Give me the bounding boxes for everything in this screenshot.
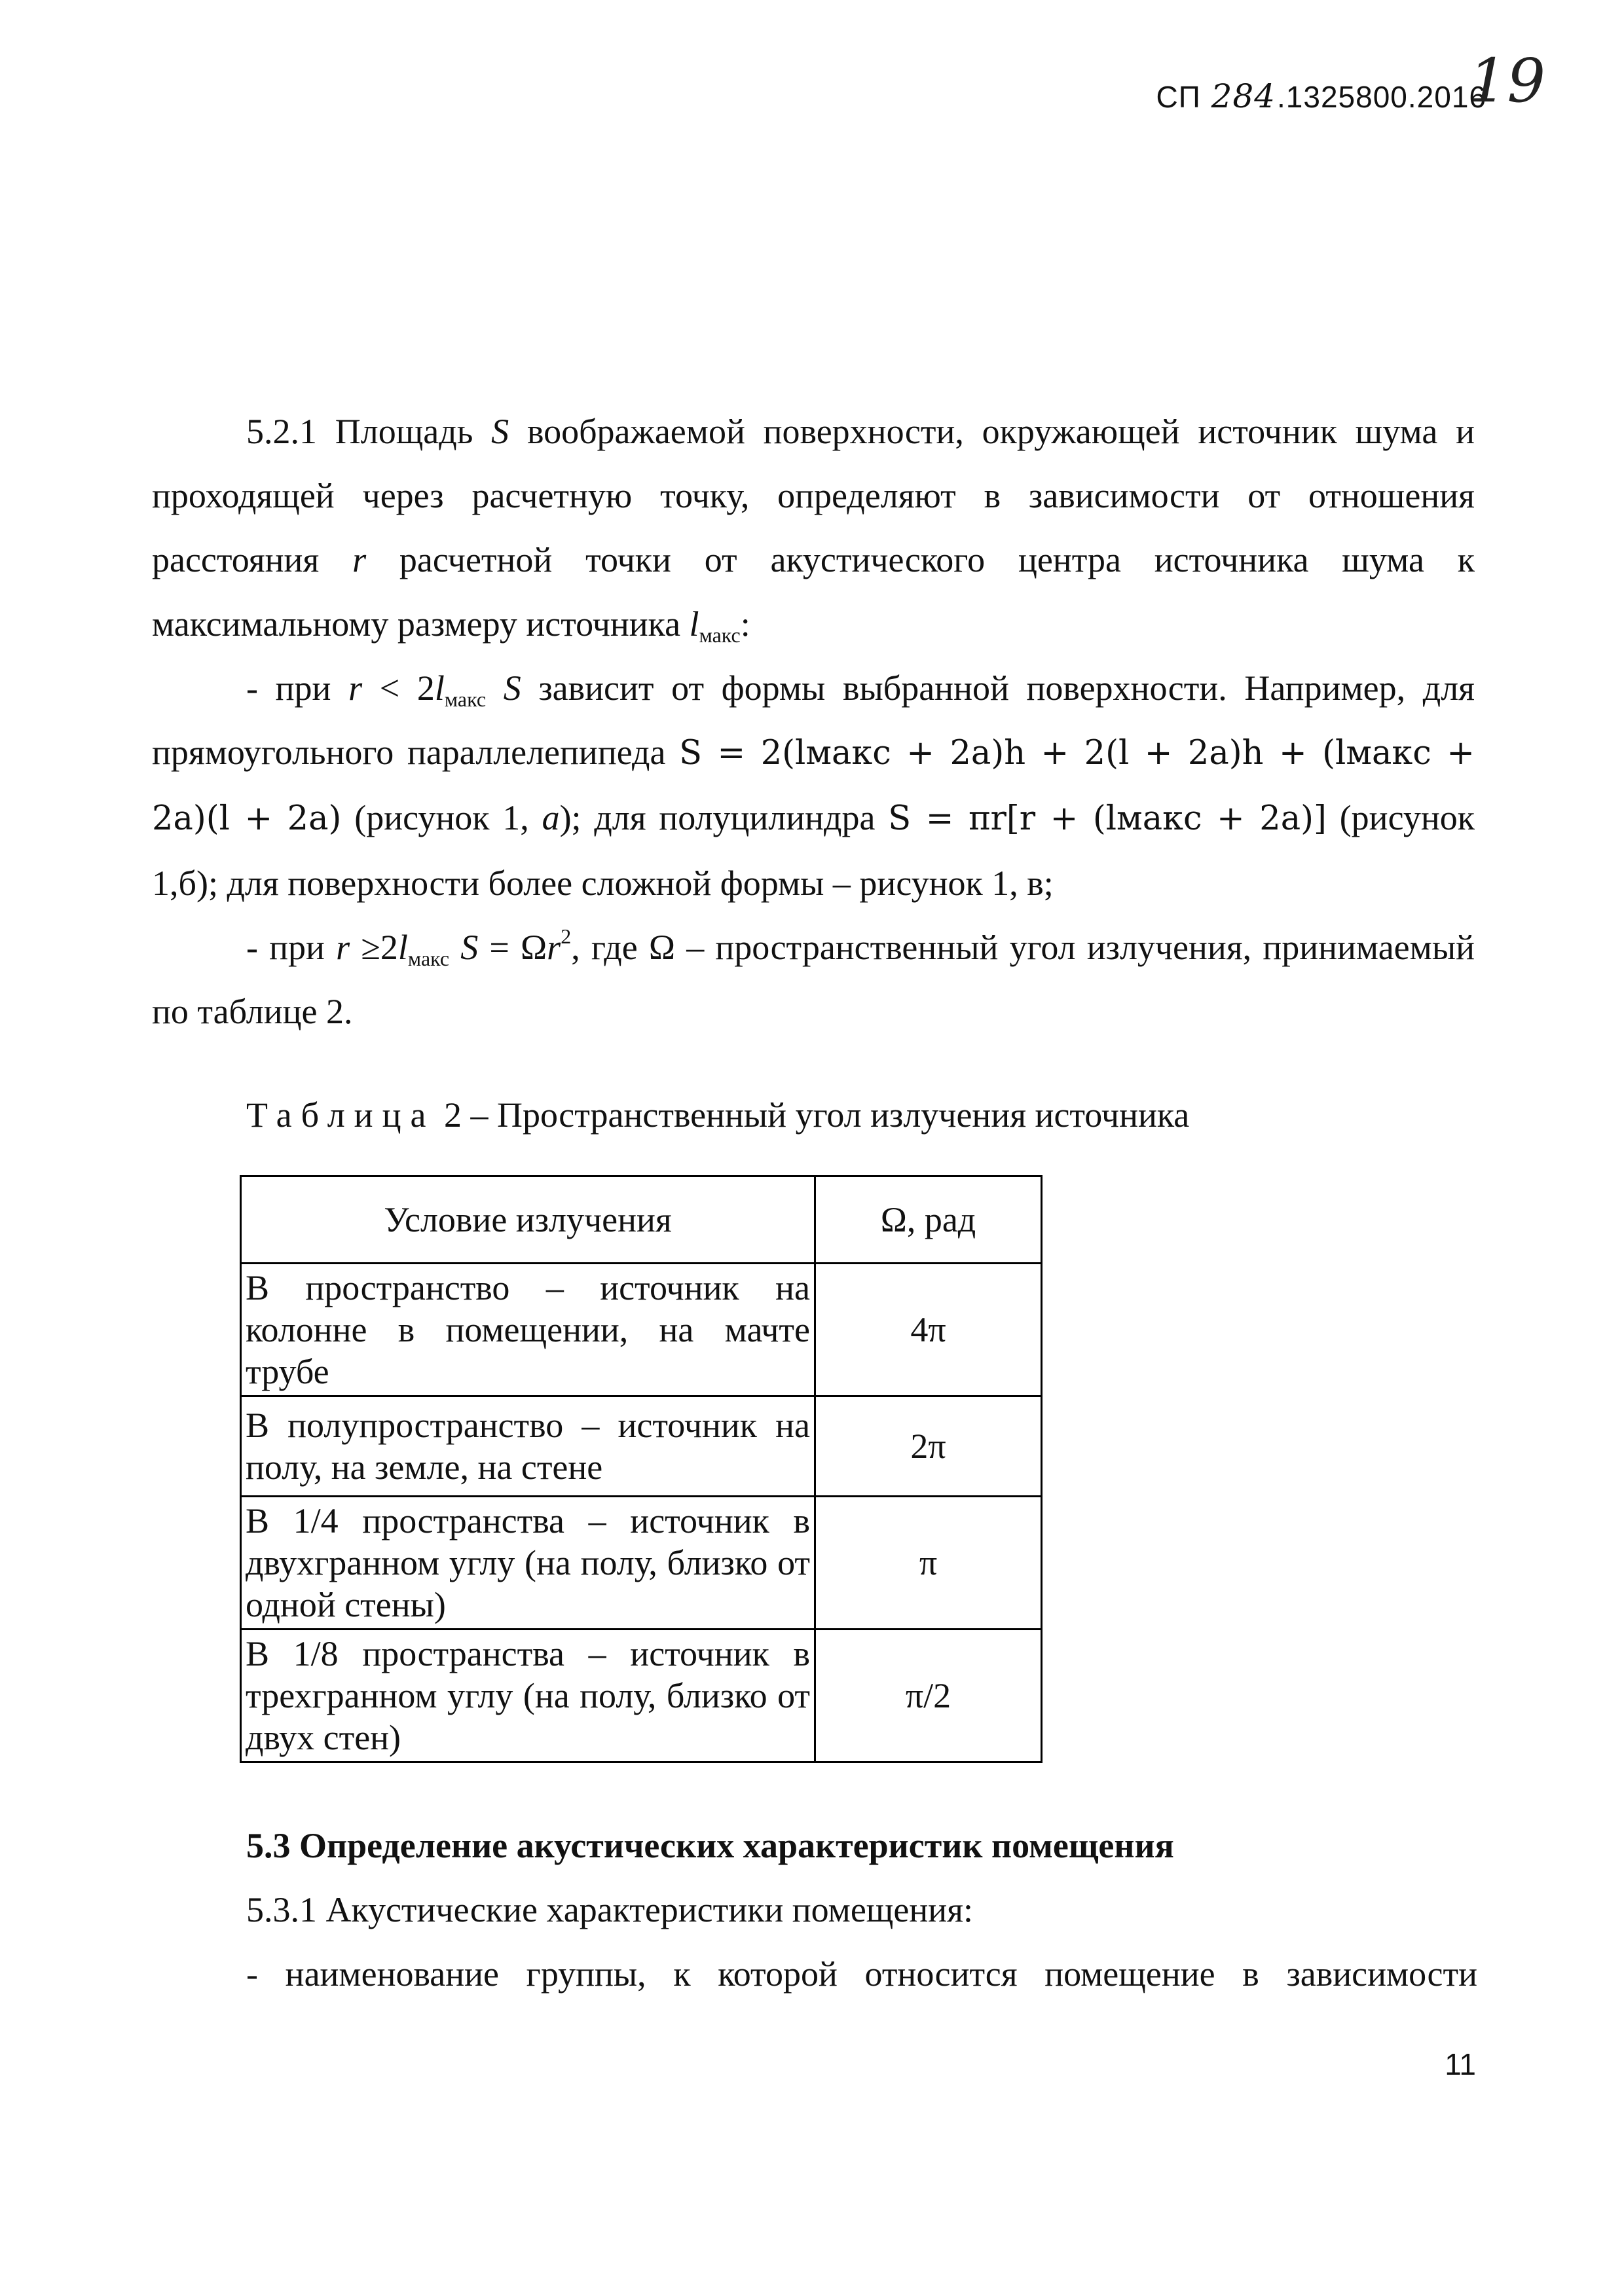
condition-cell: В 1/4 пространства – источник в двухгранном углу (на полу, близко от одной стены) <box>241 1497 815 1630</box>
page-number: 11 <box>1445 2047 1476 2081</box>
paragraph-group-name: - наименование группы, к которой относится помещение в зависимости <box>246 1954 1477 1994</box>
omega-cell: 4π <box>815 1264 1042 1396</box>
code-suffix: .1325800.2016 <box>1277 80 1486 114</box>
table-caption: Таблица 2 – Пространственный угол излучения источника <box>246 1095 1190 1135</box>
condition-cell: В пространство – источник на колонне в помещении, на мачте трубе <box>241 1264 815 1396</box>
condition-cell: В 1/8 пространства – источник в трехгранном углу (на полу, близко от двух стен) <box>241 1630 815 1762</box>
table-row <box>241 1497 1042 1630</box>
omega-cell: 2π <box>815 1396 1042 1497</box>
section-heading: 5.3 Определение акустических характеристик помещения <box>246 1826 1174 1865</box>
section-5-3 <box>246 1813 1477 2006</box>
handwritten-code-number: 284 <box>1211 77 1276 115</box>
column-header-condition: Условие излучения <box>241 1176 815 1264</box>
formula-half-cylinder: S = πr[r + (lмакс + 2a)] <box>888 799 1327 838</box>
table-row <box>241 1630 1042 1762</box>
main-text <box>152 399 1475 1044</box>
formula-parallelepiped: S = 2(lмакс + 2a)h + 2(l + 2a)h + (lмакс + 2a)(l + 2a) <box>152 734 1475 838</box>
column-header-omega: Ω, рад <box>815 1176 1042 1264</box>
paragraph-5-2-1: 5.2.1 Площадь S воображаемой поверхности, окружающей источник шума и проходящей через расчетную точку, определяют в зависимости от отношения расстояния r расчетной точки от акустического центра источника шума к максимальному размеру источника $l_{макс}$: <box>152 412 1475 647</box>
document-code-header <box>1156 77 1487 115</box>
paragraph-case-small-r: - при $r < 2l_{макс}$ S зависит от формы выбранной поверхности. Например, для прямоугольного параллелепипеда S = 2(lмакс + 2a)h + 2(l + 2a)h + (lмакс + 2a)(l + 2a) (рисунок 1, а); для полуцилиндра S = πr[r + (lмакс + 2a)] (рисунок 1,б); для поверхности более сложной формы – рисунок 1, в; <box>152 668 1475 903</box>
code-prefix: СП <box>1156 80 1201 114</box>
omega-cell: π <box>815 1497 1042 1630</box>
paragraph-5-3-1: 5.3.1 Акустические характеристики помещения: <box>246 1890 973 1929</box>
condition-cell: В полупространство – источник на полу, на земле, на стене <box>241 1396 815 1497</box>
radiation-angle-table <box>240 1175 1043 1763</box>
handwritten-page-number: 19 <box>1468 46 1545 116</box>
table-row <box>241 1396 1042 1497</box>
paragraph-case-large-r: - при $r \ge 2l_{макс}$ $S = \Omega r^2$, где Ω – пространственный угол излучения, принимаемый по таблице 2. <box>152 924 1475 1031</box>
table-row <box>241 1264 1042 1396</box>
omega-cell: π/2 <box>815 1630 1042 1762</box>
